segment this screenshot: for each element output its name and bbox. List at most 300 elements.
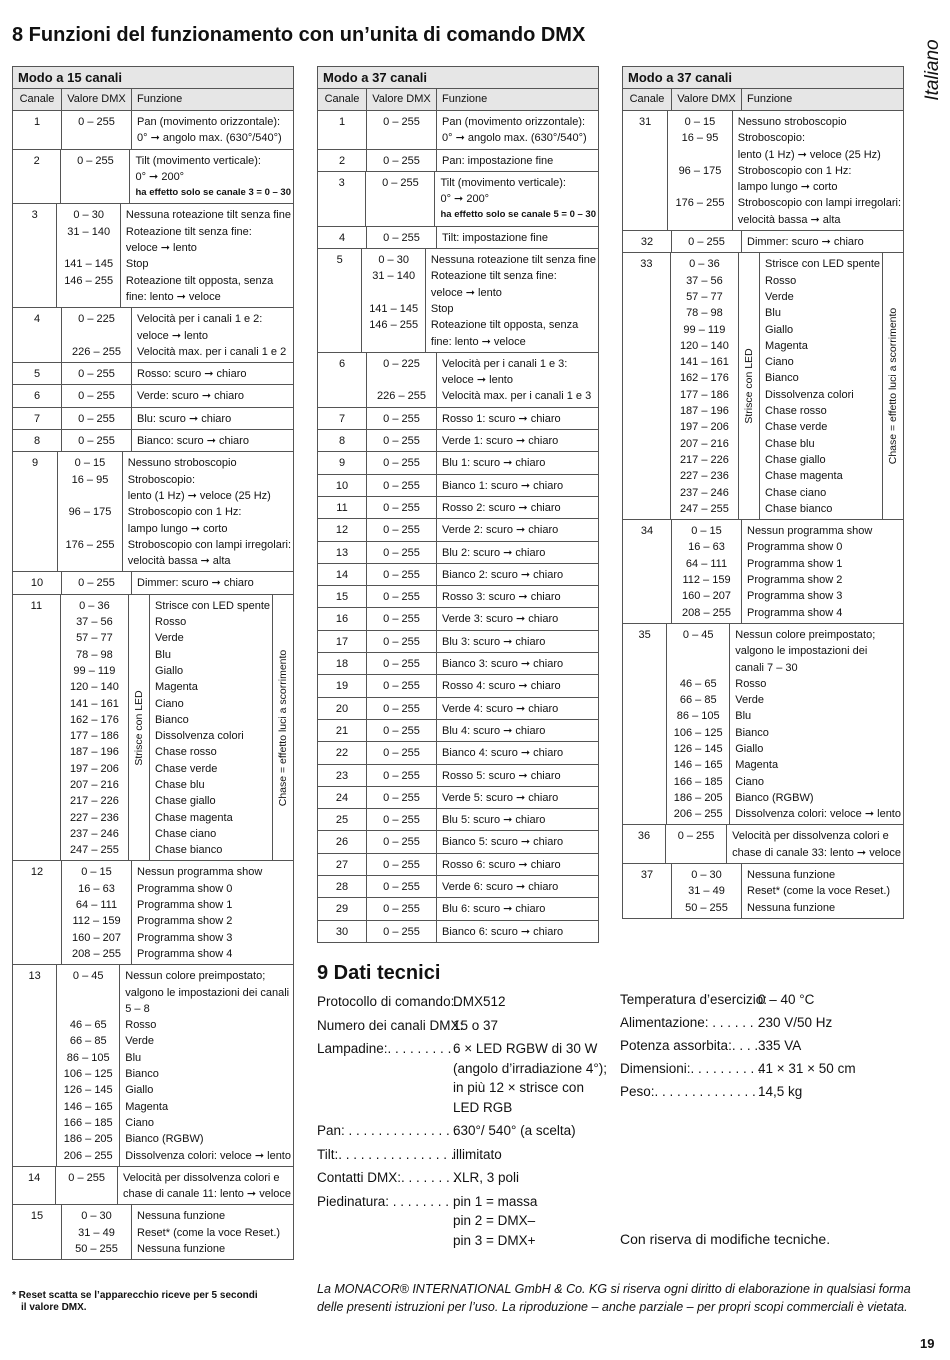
spec-value-line: 630°/ 540° (a scelta) (453, 1123, 576, 1138)
spec-key: Lampadine:. . . . . . . . . . (317, 1041, 459, 1056)
channel-cell: 6 (338, 357, 346, 370)
led-strip-label (739, 253, 759, 519)
function-cell (436, 898, 598, 919)
dmx-value: 187 – 196 (69, 746, 119, 759)
function-line: Stroboscopio: (737, 132, 806, 145)
dmx-value (58, 553, 122, 569)
table-row (318, 765, 598, 787)
dmx-value: 162 – 176 (679, 372, 729, 385)
dmx-value: 66 – 85 (679, 694, 717, 707)
table-37-channels-part2 (622, 66, 904, 919)
function-cell (149, 595, 272, 861)
dmx-value: 227 – 236 (679, 470, 729, 483)
dmx-value (61, 169, 129, 185)
function-line: velocità bassa ➞ alta (737, 213, 841, 226)
function-note: ha effetto solo se canale 5 = 0 – 30 (440, 209, 596, 221)
dmx-value: 31 – 49 (78, 1226, 115, 1239)
channel-cell: 11 (30, 599, 43, 612)
function-line: Rosso 1: scuro ➞ chiaro (442, 412, 561, 425)
dmx-value: 0 – 45 (72, 970, 104, 983)
spec-value (453, 1039, 607, 1117)
dmx-value: 0 – 255 (677, 830, 715, 843)
dmx-value: 146 – 255 (369, 319, 419, 332)
dmx-value (58, 488, 122, 504)
function-line: Bianco (125, 1068, 159, 1081)
dmx-value-cell (670, 253, 738, 519)
dmx-value: 96 – 175 (678, 164, 722, 177)
table-header (13, 89, 293, 111)
function-line: Tilt: impostazione fine (442, 231, 548, 244)
dmx-value: 0 – 255 (383, 724, 420, 737)
channel-cell: 3 (338, 176, 345, 189)
dmx-value: 57 – 77 (76, 632, 113, 645)
function-line: Roteazione tilt opposta, senza (430, 319, 579, 332)
function-line: Chase blu (765, 437, 815, 450)
dmx-value: 166 – 185 (673, 775, 723, 788)
spec-value: 335 VA (758, 1038, 802, 1053)
function-line: Nessuna funzione (747, 869, 836, 882)
table-row (318, 608, 598, 630)
function-line: Chase giallo (155, 795, 216, 808)
function-cell (436, 876, 598, 897)
function-line: Verde 2: scuro ➞ chiaro (442, 524, 559, 537)
function-line: Bianco (765, 372, 799, 385)
dmx-value-cell (60, 595, 128, 861)
function-cell (436, 542, 598, 563)
table-row (318, 720, 598, 742)
spec-row (620, 1036, 856, 1056)
dmx-value: 187 – 196 (679, 405, 729, 418)
dmx-value: 0 – 255 (383, 658, 420, 671)
page-number: 19 (920, 1336, 935, 1351)
function-line: Blu (155, 648, 171, 661)
function-line: velocità bassa ➞ alta (127, 555, 231, 568)
dmx-value-cell (366, 608, 436, 629)
dmx-value: 86 – 105 (66, 1051, 110, 1064)
function-line: Programma show 0 (137, 882, 233, 895)
spec-value (453, 1145, 502, 1165)
led-strip-text: Strisce con LED (742, 348, 755, 424)
function-line: Chase ciano (765, 486, 827, 499)
function-cell (436, 831, 598, 852)
function-line: Velocità per i canali 1 e 2: (137, 313, 263, 326)
function-line: Velocità max. per i canali 1 e 2 (137, 345, 287, 358)
function-line: veloce ➞ lento (137, 329, 208, 342)
dmx-value: 126 – 145 (63, 1084, 113, 1097)
function-line: Roteazione tilt senza fine: (125, 225, 252, 238)
dmx-value (62, 130, 131, 146)
function-line: Ciano (155, 697, 184, 710)
channel-cell: 14 (335, 568, 349, 581)
function-cell (759, 253, 882, 519)
function-line: veloce ➞ lento (125, 242, 197, 255)
dmx-value: 206 – 255 (673, 808, 723, 821)
reserve-note: Con riserva di modifiche tecniche. (620, 1231, 831, 1247)
channel-cell: 28 (335, 880, 349, 893)
dmx-value-cell (61, 111, 131, 149)
channel-cell: 10 (30, 577, 44, 590)
dmx-value-cell (667, 111, 732, 230)
function-line: Nessuno stroboscopio (737, 116, 847, 128)
spec-key: Peso:. . . . . . . . . . . . . . . (620, 1084, 764, 1099)
dmx-value: 0 – 255 (383, 501, 420, 514)
dmx-value (57, 1001, 119, 1017)
channel-cell: 23 (335, 769, 349, 782)
function-line: Blu 2: scuro ➞ chiaro (442, 546, 546, 559)
table-row (318, 430, 598, 452)
dmx-value: 31 – 140 (67, 225, 111, 238)
channel-cell: 35 (638, 628, 651, 641)
function-line: Nessuna roteazione tilt senza fine (125, 209, 291, 222)
dmx-value-cell (61, 430, 131, 451)
channel-cell: 31 (638, 116, 652, 128)
dmx-value: 0 – 255 (383, 925, 420, 938)
channel-cell: 30 (335, 925, 349, 938)
dmx-value-cell (366, 150, 436, 171)
dmx-value: 217 – 226 (679, 453, 729, 466)
channel-cell: 10 (335, 479, 349, 492)
function-line: Dissolvenza colori: veloce ➞ lento (125, 1149, 291, 1162)
function-cell (131, 572, 293, 593)
dmx-value: 0 – 255 (78, 412, 115, 425)
function-line: Blu 5: scuro ➞ chiaro (442, 814, 546, 827)
spec-value-line: illimitato (453, 1146, 502, 1162)
dmx-value: 37 – 56 (76, 616, 113, 629)
dmx-value-cell (366, 765, 436, 786)
function-line: Verde 4: scuro ➞ chiaro (442, 702, 559, 715)
function-line: Rosso (125, 1019, 157, 1032)
specs-left (317, 992, 607, 1250)
dmx-value: 120 – 140 (679, 339, 729, 352)
dmx-value: 0 – 15 (74, 457, 106, 470)
dmx-value: 197 – 206 (679, 421, 729, 434)
function-line: Ciano (735, 775, 764, 788)
spec-value-line: pin 3 = DMX+ (453, 1232, 536, 1248)
function-cell (436, 353, 598, 407)
function-cell (131, 430, 293, 451)
dmx-value: 237 – 246 (679, 486, 729, 499)
dmx-value-cell (55, 1167, 117, 1205)
function-cell (119, 965, 293, 1166)
function-cell (436, 475, 598, 496)
spec-key: Dimensioni:. . . . . . . . . . (620, 1061, 762, 1076)
function-line: Pan (movimento orizzontale): (137, 116, 281, 128)
dmx-value-cell (361, 249, 424, 352)
function-line: Roteazione tilt senza fine: (430, 270, 557, 283)
function-line: Nessun programma show (137, 866, 263, 879)
dmx-value-cell (366, 876, 436, 897)
function-line: Reset* (come la voce Reset.) (747, 885, 891, 898)
function-cell (436, 452, 598, 473)
dmx-value: 0 – 255 (383, 635, 420, 648)
column-header-channel: Canale (19, 93, 55, 105)
dmx-value: 0 – 36 (79, 599, 110, 612)
function-cell (436, 519, 598, 540)
channel-cell: 27 (335, 858, 349, 871)
channel-cell: 12 (30, 866, 44, 879)
function-line: Programma show 2 (137, 915, 233, 928)
dmx-value: 0 – 255 (383, 435, 420, 448)
function-line: Nessuna roteazione tilt senza fine (430, 254, 596, 267)
function-line: Nessun programma show (747, 525, 873, 538)
function-line: Blu (735, 710, 752, 723)
function-line: chase di canale 11: lento ➞ veloce (122, 1188, 291, 1201)
spec-row (317, 1192, 607, 1251)
dmx-value: 31 – 140 (372, 270, 416, 283)
dmx-value: 78 – 98 (686, 307, 723, 320)
function-cell (732, 111, 903, 230)
table-title: Modo a 15 canali (13, 67, 293, 89)
function-cell (436, 564, 598, 585)
function-line: Programma show 4 (747, 606, 843, 619)
function-line: lento (1 Hz) ➞ veloce (25 Hz) (737, 148, 881, 161)
channel-cell: 9 (32, 457, 39, 470)
dmx-value-cell (366, 475, 436, 496)
dmx-value-cell (61, 363, 131, 384)
function-line: Programma show 4 (137, 947, 233, 960)
spec-value (453, 1192, 537, 1251)
dmx-value: 141 – 161 (69, 697, 119, 710)
table-row (318, 876, 598, 898)
table-row (318, 249, 598, 353)
dmx-value: 226 – 255 (72, 345, 121, 358)
function-line: Verde: scuro ➞ chiaro (137, 390, 245, 403)
spec-value (453, 992, 506, 1012)
section-heading: 8 Funzioni del funzionamento con un’unita di comando DMX (12, 24, 586, 46)
spec-row (620, 990, 856, 1010)
dmx-value: 0 – 255 (383, 116, 420, 128)
channel-cell: 11 (336, 501, 348, 514)
function-cell (120, 204, 293, 307)
dmx-value: 166 – 185 (63, 1116, 113, 1129)
dmx-value: 0 – 15 (691, 525, 722, 538)
dmx-value: 237 – 246 (69, 827, 119, 840)
function-cell (741, 520, 903, 623)
function-line: Chase magenta (155, 811, 233, 824)
table-row (318, 631, 598, 653)
function-line: Blu 3: scuro ➞ chiaro (442, 635, 546, 648)
dmx-value-cell (666, 624, 729, 825)
dmx-value: 141 – 145 (369, 302, 419, 315)
spec-value (453, 1016, 498, 1036)
function-line: Strisce con LED spente (765, 258, 880, 271)
function-line: Strisce con LED spente (155, 599, 270, 612)
function-cell (434, 172, 598, 226)
table-row (13, 204, 293, 308)
dmx-value: 64 – 111 (685, 557, 728, 570)
table-row (13, 363, 293, 385)
function-line: Dissolvenza colori (155, 730, 244, 743)
table-row (318, 452, 598, 474)
function-cell (436, 497, 598, 518)
channel-cell: 7 (33, 412, 41, 425)
function-cell (436, 742, 598, 763)
dmx-value: 160 – 207 (72, 931, 121, 944)
dmx-value: 0 – 225 (78, 313, 115, 326)
table-row (318, 475, 598, 497)
function-line: Programma show 1 (137, 899, 233, 912)
table-row (13, 595, 293, 862)
table-row (318, 809, 598, 831)
spec-row (317, 1121, 607, 1141)
function-line: Velocità per i canali 1 e 3: (442, 357, 568, 370)
channel-cell: 12 (335, 524, 349, 537)
function-cell (131, 111, 293, 149)
function-line: Rosso (765, 274, 797, 287)
function-line: Nessun colore preimpostato; (735, 628, 876, 641)
table-row (13, 572, 293, 594)
channel-cell: 21 (335, 724, 349, 737)
legal-notice: La MONACOR® INTERNATIONAL GmbH & Co. KG si riserva ogni diritto di elaborazione in qualsiasi forma delle presenti istruzioni per l’uso. La riproduzione – anche parziale – per propri scopi commerciali è vietata. (317, 1282, 911, 1314)
dmx-value-cell (671, 231, 741, 252)
dmx-value: 64 – 111 (75, 899, 118, 912)
dmx-value: 37 – 56 (686, 274, 723, 287)
footnote (12, 1290, 258, 1314)
dmx-value-cell (61, 385, 131, 406)
dmx-value-cell (366, 353, 436, 407)
table-row (318, 742, 598, 764)
dmx-value (666, 845, 726, 861)
function-line: Giallo (155, 664, 184, 677)
function-line: Pan (movimento orizzontale): (442, 116, 586, 128)
dmx-value-cell (56, 204, 119, 307)
channel-cell: 36 (637, 830, 651, 843)
dmx-value: 146 – 255 (64, 274, 114, 287)
channel-cell: 19 (335, 680, 349, 693)
spec-key: Potenza assorbita:. . . . . (620, 1038, 766, 1053)
function-line: Stroboscopio: (127, 473, 196, 486)
dmx-value: 247 – 255 (679, 502, 729, 515)
function-cell (436, 227, 598, 248)
dmx-value: 226 – 255 (377, 390, 426, 403)
function-line: Stroboscopio con 1 Hz: (737, 164, 852, 177)
function-cell (131, 861, 293, 964)
dmx-value: 177 – 186 (69, 730, 119, 743)
function-line: Magenta (155, 681, 198, 694)
column-header-channel: Canale (324, 93, 360, 105)
dmx-value-cell (61, 1205, 131, 1259)
dmx-value: 112 – 159 (682, 574, 731, 587)
dmx-value: 0 – 30 (378, 254, 409, 267)
table-row (318, 542, 598, 564)
dmx-value: 0 – 255 (383, 680, 420, 693)
function-line: Dimmer: scuro ➞ chiaro (747, 236, 864, 249)
function-line: Dimmer: scuro ➞ chiaro (137, 577, 254, 590)
chase-label (272, 595, 293, 861)
function-line: Tilt (movimento verticale): (440, 176, 566, 189)
table-row (13, 385, 293, 407)
function-cell (117, 1167, 293, 1205)
function-line: 0° ➞ 200° (135, 170, 185, 183)
spec-row (317, 1145, 607, 1165)
dmx-value: 46 – 65 (679, 677, 717, 690)
table-row (623, 624, 903, 826)
dmx-value: 16 – 63 (78, 882, 115, 895)
function-line: Bianco (155, 713, 189, 726)
dmx-value-cell (366, 111, 436, 149)
spec-key: Pan: . . . . . . . . . . . . . . . (317, 1123, 458, 1138)
channel-cell: 8 (338, 435, 346, 448)
function-line: Programma show 2 (747, 574, 843, 587)
channel-cell: 33 (640, 258, 653, 271)
function-line: Rosso 6: scuro ➞ chiaro (442, 858, 561, 871)
function-line: Rosso 2: scuro ➞ chiaro (442, 501, 561, 514)
function-line: Bianco 4: scuro ➞ chiaro (442, 747, 564, 760)
spec-value-line: pin 2 = DMX– (453, 1213, 536, 1228)
dmx-value: 0 – 255 (688, 236, 725, 249)
led-group (128, 595, 293, 861)
table-row (13, 150, 293, 205)
dmx-value: 78 – 98 (76, 648, 113, 661)
function-line: Nessuna funzione (747, 901, 836, 914)
dmx-value-cell (57, 452, 122, 571)
dmx-value-cell (366, 720, 436, 741)
dmx-value-cell (366, 452, 436, 473)
channel-cell: 37 (640, 869, 654, 882)
table-row (318, 564, 598, 586)
channel-cell: 3 (31, 209, 38, 222)
dmx-value: 16 – 63 (688, 541, 725, 554)
function-line: fine: lento ➞ veloce (430, 335, 526, 348)
dmx-value-cell (61, 308, 131, 362)
channel-cell: 20 (335, 702, 349, 715)
function-cell (729, 624, 903, 825)
dmx-value: 112 – 159 (72, 915, 121, 928)
dmx-value: 0 – 255 (383, 546, 420, 559)
column-header-function: Funzione (131, 89, 293, 110)
function-line: Blu 1: scuro ➞ chiaro (442, 457, 546, 470)
function-line: fine: lento ➞ veloce (125, 290, 221, 303)
function-line: Reset* (come la voce Reset.) (137, 1226, 281, 1239)
table-row (13, 1205, 293, 1259)
function-line: Dissolvenza colori (765, 388, 854, 401)
language-label: Italiano (922, 39, 943, 101)
function-line: Rosso (155, 616, 187, 629)
function-line: Velocità per dissolvenza colori e (122, 1171, 280, 1184)
dmx-value (668, 179, 732, 195)
specs-right (620, 990, 856, 1105)
function-cell (741, 231, 903, 252)
channel-cell: 14 (28, 1171, 41, 1184)
function-line: Stop (125, 258, 149, 271)
spec-row (317, 1016, 607, 1036)
function-line: Verde (765, 290, 794, 303)
table-row (318, 787, 598, 809)
function-cell (436, 608, 598, 629)
dmx-value: 0 – 255 (68, 1171, 105, 1184)
dmx-value: 0 – 255 (383, 591, 420, 604)
function-line: Blu 6: scuro ➞ chiaro (442, 903, 546, 916)
channel-cell: 2 (33, 154, 40, 167)
dmx-value (58, 521, 122, 537)
table-row (318, 519, 598, 541)
function-line: Giallo (735, 742, 764, 755)
dmx-value-cell (366, 675, 436, 696)
table-row (318, 675, 598, 697)
dmx-value-cell (665, 825, 726, 863)
dmx-value (57, 985, 119, 1001)
function-cell (726, 825, 903, 863)
dmx-value: 0 – 36 (689, 258, 720, 271)
dmx-value: 176 – 255 (675, 197, 725, 210)
channel-cell: 1 (33, 116, 41, 128)
column-header-dmx-value: Valore DMX (671, 89, 741, 110)
column-header-dmx-value: Valore DMX (61, 89, 131, 110)
table-row (13, 965, 293, 1167)
spec-key: Piedinatura: . . . . . . . . (317, 1193, 450, 1209)
function-line: Giallo (765, 323, 794, 336)
dmx-value: 0 – 255 (383, 457, 420, 470)
